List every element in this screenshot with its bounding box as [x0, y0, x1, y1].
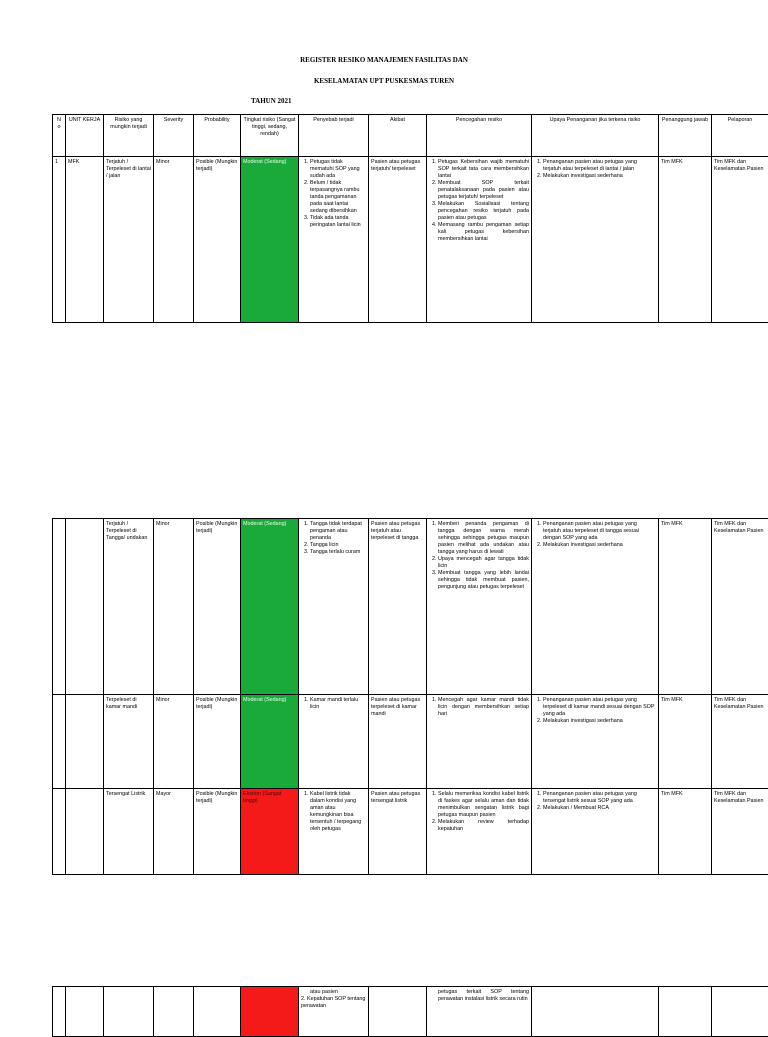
table-row	[53, 157, 768, 323]
col-header: Pencegahan resiko	[427, 115, 532, 157]
row-risk: Tersengat Listrik	[104, 789, 154, 875]
cause-item: 2. Tangga licin	[310, 542, 366, 549]
row-probability: Posible (Mungkin terjadi)	[194, 157, 241, 323]
table-row	[53, 789, 768, 875]
row-pj: Tim MFK	[659, 519, 712, 695]
risk-register-table-2	[52, 518, 768, 875]
cause-item: 3. Tidak ada tanda peringatan lantai licin	[310, 215, 366, 229]
prevention-item: 2. Melakukan review terhadap kepatuhan	[438, 819, 529, 833]
risk-register-table-1	[52, 114, 768, 323]
row-pj: Tim MFK	[659, 695, 712, 789]
row-handling	[532, 789, 659, 875]
row-effect: Pasien atau petugas terjatuh/ terpeleset	[369, 157, 427, 323]
table-row	[53, 519, 768, 695]
row-report: Tim MFK dan Keselamatan Pasien	[712, 789, 768, 875]
row-prevention	[427, 987, 532, 1037]
row-risk: Terjatuh / Terpeleset di Tangga/ undakan	[104, 519, 154, 695]
col-header: Akibat	[369, 115, 427, 157]
row-risk-level: Moderat (Sedang)	[241, 519, 299, 695]
col-header: Penanggung jawab	[659, 115, 712, 157]
row-risk-level: Moderat (Sedang)	[241, 695, 299, 789]
row-causes	[299, 789, 369, 875]
col-header: UNIT KERJA	[66, 115, 104, 157]
row-causes	[299, 987, 369, 1037]
prevention-item: 1. Memberi penanda pengaman di tangga dengan warna merah sehingga sehingga petugas maupun pasien melihat ada undakan atau tangga yang harus di lewati	[438, 521, 529, 556]
handling-item: 1. Penanganan pasien atau petugas yang tersengat listrik sesuai SOP yang ada	[543, 791, 656, 805]
col-header: Pelaporan	[712, 115, 768, 157]
row-prevention	[427, 157, 532, 323]
row-risk-level	[241, 987, 299, 1037]
handling-item: 1. Penanganan pasien atau petugas yang terpeleset di kamar mandi sesuai dengan SOP yang ada	[543, 697, 656, 718]
row-risk-level: Moderat (Sedang)	[241, 157, 299, 323]
row-pj: Tim MFK	[659, 789, 712, 875]
table-row	[53, 695, 768, 789]
row-number	[53, 519, 66, 695]
handling-item: 1. Penanganan pasien atau petugas yang terjatuh atau terpeleset di tangga sesuai dengan SOP yang ada	[543, 521, 656, 542]
prevention-item: 3. Membuat tangga yang lebih landai sehingga tidak membuat pasien, pengunjung atau petugas terpeleset	[438, 570, 529, 591]
table-row	[53, 987, 768, 1037]
table-header-row	[53, 115, 768, 157]
col-header: Tingkat risiko (Sangat tinggi, sedang, rendah)	[241, 115, 299, 157]
row-effect: Pasien atau petugas terjatuh atau terpeleset di tangga	[369, 519, 427, 695]
row-report: Tim MFK dan Keselamatan Pasien	[712, 519, 768, 695]
prevention-item: 3. Melakukan Sosialisasi tentang pencegahan resiko terjatuh pada pasien atau petugas	[438, 201, 529, 222]
cause-item: 1. Petugas tidak mematuhi SOP yang sudah ada	[310, 159, 366, 180]
cause-item: 1. Kabel listrik tidak dalam kondisi yang aman atau kemungkinan bisa tersentuh / terpegang oleh petugas	[310, 791, 366, 833]
row-unit	[66, 789, 104, 875]
row-probability: Posible (Mungkin terjadi)	[194, 519, 241, 695]
handling-item: 2. Melakukan investigasi sederhana	[543, 718, 656, 725]
prevention-item: 1. Petugas Kebersihan wajib mematuhi SOP terkait tata cara membersihkan lantai	[438, 159, 529, 180]
row-causes	[299, 695, 369, 789]
row-number	[53, 789, 66, 875]
prevention-item: 4. Memasang rambu pengaman setiap kali petugas kebersihan membersihkan lantai	[438, 222, 529, 243]
row-severity: Minor	[154, 519, 194, 695]
prevention-item: 1. Mencegah agar kamar mandi tidak licin dengan membersihkan setiap hari	[438, 697, 529, 718]
row-probability: Posible (Mungkin terjadi)	[194, 695, 241, 789]
row-prevention	[427, 789, 532, 875]
col-header: Severity	[154, 115, 194, 157]
prevention-continuation: petugas terkait SOP tentang perawatan instalasi listrik secara rutin	[429, 989, 529, 1003]
row-unit: MFK	[66, 157, 104, 323]
row-prevention	[427, 519, 532, 695]
col-header: Probability	[194, 115, 241, 157]
row-prevention	[427, 695, 532, 789]
cause-continuation: atau pasien	[301, 989, 366, 996]
row-number	[53, 695, 66, 789]
row-causes	[299, 519, 369, 695]
handling-item: 2. Melakukan investigasi sederhana	[543, 173, 656, 180]
doc-title-line1: REGISTER RESIKO MANAJEMEN FASILITAS DAN	[0, 56, 768, 64]
row-unit	[66, 519, 104, 695]
prevention-item: 1. Selalu memeriksa kondisi kabel listrik di faskes agar selalu aman dan tidak menimbulkan sengatan listrik bagi petugas maupun pasien	[438, 791, 529, 819]
row-severity: Minor	[154, 157, 194, 323]
col-header: Upaya Penanganan jika terkena risiko	[532, 115, 659, 157]
row-report: Tim MFK dan Keselamatan Pasien	[712, 695, 768, 789]
cause-item: 1. Kamar mandi terlalu licin	[310, 697, 366, 711]
handling-item: 1. Penanganan pasien atau petugas yang terjatuh atau terpeleset di lantai / jalan	[543, 159, 656, 173]
row-probability: Posible (Mungkin terjadi)	[194, 789, 241, 875]
row-severity: Minor	[154, 695, 194, 789]
row-pj: Tim MFK	[659, 157, 712, 323]
row-handling	[532, 519, 659, 695]
row-unit	[66, 695, 104, 789]
risk-register-table-3	[52, 986, 768, 1037]
prevention-item: 2. Upaya mencegah agar tangga tidak licin	[438, 556, 529, 570]
prevention-item: 2. Membuat SOP terkait penatalaksanaan pada pasien atau petugas terjatuh/ terpeleset	[438, 180, 529, 201]
cause-item: 2. Belum / tidak terpasangnya rambu tanda pengamanan pada saat lantai sedang dibersihkan	[310, 180, 366, 215]
doc-year: TAHUN 2021	[251, 97, 292, 105]
handling-item: 2. Melakukan / Membuat RCA	[543, 805, 656, 812]
cause-item: 1. Tangga tidak terdapat pengaman atau penanda	[310, 521, 366, 542]
col-header: Risiko yang mungkin terjadi	[104, 115, 154, 157]
row-risk: Terpeleset di kamar mandi	[104, 695, 154, 789]
handling-item: 2. Melakukan investigasi sederhana	[543, 542, 656, 549]
row-severity: Mayor	[154, 789, 194, 875]
row-effect: Pasien atau petugas tersengat listrik	[369, 789, 427, 875]
row-handling	[532, 157, 659, 323]
col-header: N o	[53, 115, 66, 157]
cause-item: 3. Tangga terlalu curam	[310, 549, 366, 556]
row-risk-level: Ekstrim (Sangat tinggi)	[241, 789, 299, 875]
row-effect: Pasien atau petugas terpeleset di kamar mandi	[369, 695, 427, 789]
row-risk: Terjatuh / Terpeleset di lantai / jalan	[104, 157, 154, 323]
row-handling	[532, 695, 659, 789]
col-header: Penyebab terjadi	[299, 115, 369, 157]
doc-title-line2: KESELAMATAN UPT PUSKESMAS TUREN	[0, 77, 768, 85]
row-report: Tim MFK dan Keselamatan Pasien	[712, 157, 768, 323]
row-causes	[299, 157, 369, 323]
row-number: 1	[53, 157, 66, 323]
cause-item: 2. Kepatuhan SOP tentang perawatan	[301, 996, 366, 1010]
